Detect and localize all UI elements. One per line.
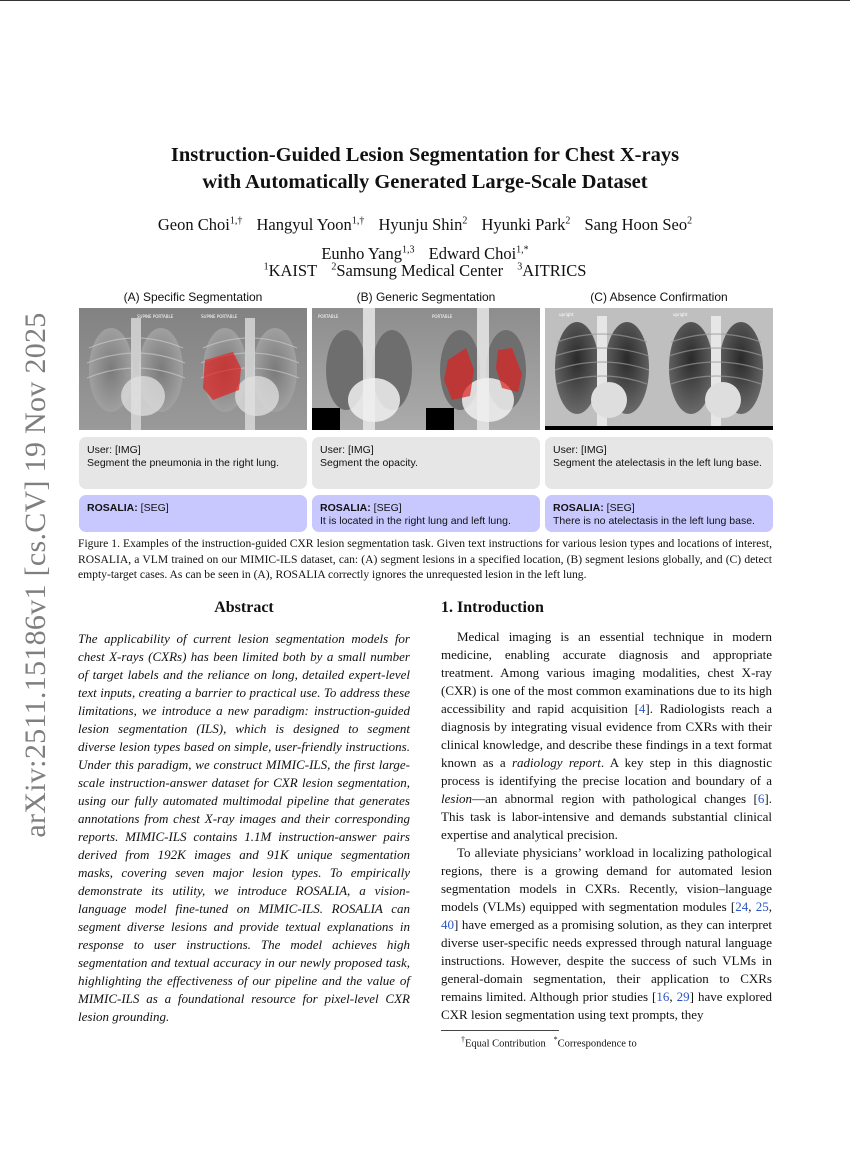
- citation-link[interactable]: 25: [755, 899, 769, 914]
- panel-absence-confirmation: [545, 288, 773, 532]
- model-label: ROSALIA:: [320, 502, 371, 514]
- xray-pair: [545, 308, 773, 430]
- footnote: †Equal Contribution *Correspondence to: [461, 1035, 637, 1050]
- model-response-text: There is no atelectasis in the left lung base.: [553, 515, 755, 527]
- xray-label: PORTABLE: [318, 314, 339, 319]
- rosalia-response-bubble: ROSALIA: [SEG] There is no atelectasis in the left lung base.: [545, 495, 773, 532]
- user-label: User:: [553, 444, 579, 456]
- xray-pair: [79, 308, 307, 430]
- xray-image-original: [545, 308, 659, 430]
- panel-generic-segmentation: [312, 288, 540, 532]
- xray-image-segmented: [193, 308, 307, 430]
- citation-link[interactable]: 16: [656, 989, 670, 1004]
- abstract-heading: Abstract: [214, 599, 274, 616]
- citation-link[interactable]: 4: [638, 701, 646, 716]
- xray-pair: [312, 308, 540, 430]
- xray-image-original: [79, 308, 193, 430]
- intro-paragraph-1: Medical imaging is an essential technique in modern medicine, enabling accurate diagnosis and appropriate treatment. Among various imaging modalities, chest X-ray (CXR) is one of the most common examinations due to its high accessibility and rapid acquisition [4]. Radiologists reach a diagnosis by integrating visual evidence from CXRs with their clinical knowledge, and describe these findings in a text format known as a radiology report. A key step in this diagnostic process is identifying the precise location and boundary of a lesion—an abnormal region with pathological changes [6]. This task is labor-intensive and demands substantial clinical expertise and analytical precision.: [441, 629, 772, 842]
- model-label: ROSALIA:: [553, 502, 604, 514]
- title-line-1: Instruction-Guided Lesion Segmentation for Chest X-rays: [170, 144, 680, 166]
- affiliations: [90, 261, 760, 281]
- panel-title: (A) Specific Segmentation: [123, 290, 263, 304]
- affiliation: $^3$AITRICS: [517, 261, 587, 280]
- top-rule: [0, 0, 850, 1]
- user-instruction-bubble: User: [IMG] Segment the pneumonia in the right lung.: [79, 437, 307, 489]
- figure-caption: Figure 1. Examples of the instruction-guided CXR lesion segmentation task. Given text instructions for various lesion types and locations of interest, ROSALIA, a VLM trained on our MIMIC-ILS dataset, can: (A) segment lesions in a specified location, (B) segment lesions globally, and (C) detect empty-target cases. As can be seen in (A), ROSALIA correctly ignores the unrequested lesion in the left lung.: [78, 537, 772, 581]
- user-instruction-text: Segment the opacity.: [320, 457, 418, 469]
- arxiv-identifier: arXiv:2511.15186v1 [cs.CV] 19 Nov 2025: [19, 312, 52, 838]
- citation-link[interactable]: 6: [757, 791, 765, 806]
- author-row-1: [90, 208, 760, 238]
- citation-link[interactable]: 29: [676, 989, 690, 1004]
- model-response-text: It is located in the right lung and left lung.: [320, 515, 511, 527]
- xray-image-segmented: [426, 308, 540, 430]
- author-list: [90, 208, 760, 267]
- introduction-body: [441, 628, 772, 1024]
- citation-link[interactable]: 40: [441, 917, 454, 932]
- panel-specific-segmentation: [79, 288, 307, 532]
- user-instruction-bubble: User: [IMG] Segment the opacity.: [312, 437, 540, 489]
- xray-label: SUPINE PORTABLE: [201, 314, 238, 319]
- model-label: ROSALIA:: [87, 502, 138, 514]
- panel-title: (B) Generic Segmentation: [356, 290, 496, 304]
- user-instruction-text: Segment the atelectasis in the left lung base.: [553, 457, 762, 469]
- paper-title: [90, 142, 760, 196]
- user-instruction-bubble: User: [IMG] Segment the atelectasis in the left lung base.: [545, 437, 773, 489]
- author: Hangyul Yoon$^{1,\dagger}$: [256, 214, 365, 234]
- introduction-heading: 1. Introduction: [441, 599, 544, 616]
- citation-link[interactable]: 24: [735, 899, 749, 914]
- author: Geon Choi$^{1,\dagger}$: [157, 214, 243, 234]
- panel-title: (C) Absence Confirmation: [590, 290, 728, 304]
- xray-label: upright: [673, 312, 688, 317]
- author: Sang Hoon Seo$^2$: [584, 214, 693, 234]
- title-line-2: with Automatically Generated Large-Scale Dataset: [202, 171, 648, 193]
- user-instruction-text: Segment the pneumonia in the right lung.: [87, 457, 280, 469]
- footnote-rule: [441, 1030, 559, 1031]
- author: Hyunki Park$^2$: [481, 214, 571, 234]
- xray-label: PORTABLE: [432, 314, 453, 319]
- rosalia-response-bubble: ROSALIA: [SEG] It is located in the right lung and left lung.: [312, 495, 540, 532]
- affiliation: $^1$KAIST: [263, 261, 318, 280]
- rosalia-response-bubble: ROSALIA: [SEG]: [79, 495, 307, 532]
- xray-label: upright: [559, 312, 574, 317]
- xray-label: SUPINE PORTABLE: [137, 314, 174, 319]
- intro-paragraph-2: To alleviate physicians’ workload in localizing pathological regions, there is a growing demand for automated lesion segmentation models in CXRs. Recently, vision–language models (VLMs) equipped with segmentation modules [24, 25, 40] have emerged as a promising solution, as they can interpret diverse user-specific needs expressed through natural language instructions. However, despite the success of such VLMs in general-domain segmentation, their application to CXRs remains limited. Although prior studies [16, 29] have explored CXR lesion segmentation using text prompts, they: [441, 845, 773, 1022]
- author: Edward Choi$^{1,*}$: [428, 244, 529, 263]
- xray-image-original: [312, 308, 426, 430]
- author: Hyunju Shin$^2$: [378, 214, 468, 234]
- affiliation: $^2$Samsung Medical Center: [331, 261, 504, 280]
- author: Eunho Yang$^{1,3}$: [321, 244, 415, 263]
- user-label: User:: [87, 444, 113, 456]
- user-label: User:: [320, 444, 346, 456]
- xray-image-segmented: [659, 308, 773, 430]
- abstract-body: The applicability of current lesion segmentation models for chest X-rays (CXRs) has been limited both by a small number of target labels and the reliance on long, detailed expert-level text inputs, creating a barrier to practical use. To address these limitations, we introduce a new paradigm: instruction-guided lesion segmentation (ILS), which is designed to segment diverse lesion types based on simple, user-friendly instructions. Under this paradigm, we construct MIMIC-ILS, the first large-scale instruction-answer dataset for CXR lesion segmentation, using our fully automated multimodal pipeline that generates annotations from chest X-ray images and their corresponding reports. MIMIC-ILS contains 1.1M instruction-answer pairs derived from 192K images and 91K unique segmentation masks, covering seven major lesion types. To empirically demonstrate its utility, we introduce ROSALIA, a vision-language model fine-tuned on MIMIC-ILS. ROSALIA can segment diverse lesions and provide textual explanations in response to user instructions. The model achieves high segmentation and textual accuracy in our newly proposed task, highlighting the effectiveness of our pipeline and the value of MIMIC-ILS as a foundational resource for pixel-level CXR lesion grounding.: [78, 631, 410, 1024]
